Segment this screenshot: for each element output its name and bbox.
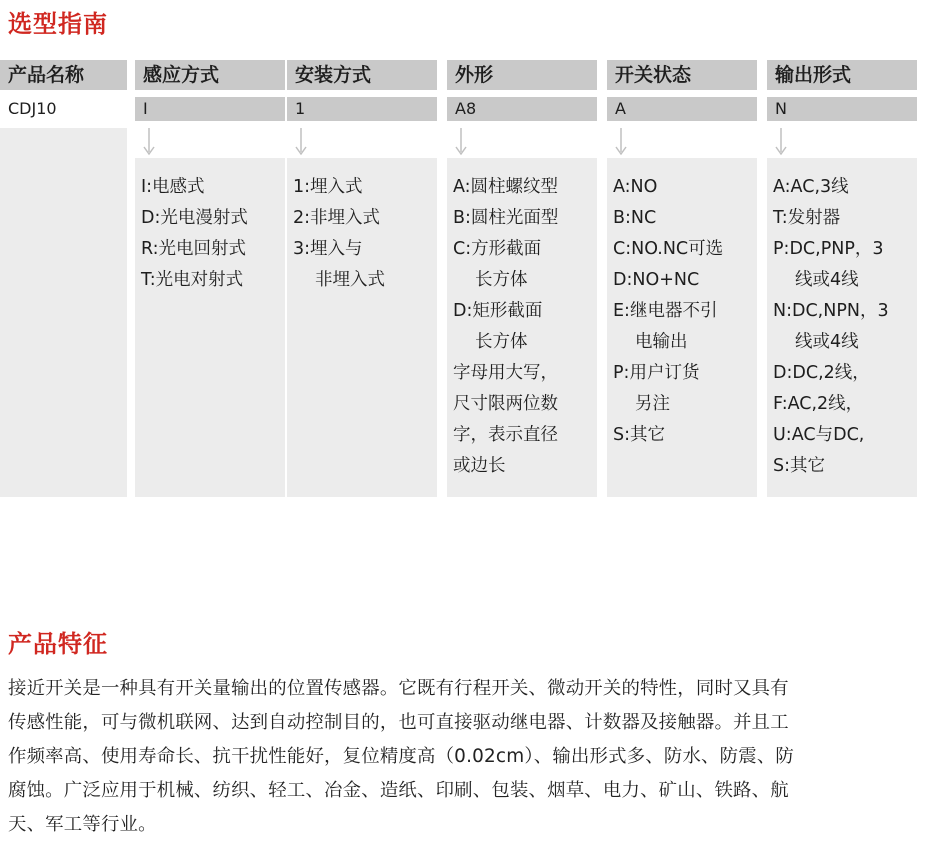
- features-paragraph: [8, 672, 920, 842]
- option-line: 或边长: [453, 456, 506, 476]
- option-line: 线或4线: [795, 270, 859, 290]
- column-body: [135, 158, 285, 497]
- option-line: A:圆柱螺纹型: [453, 177, 559, 197]
- option-line: D:矩形截面: [453, 301, 543, 321]
- option-line: A:NO: [613, 177, 658, 197]
- column-code: N: [767, 97, 917, 121]
- option-line: D:DC,2线，: [773, 363, 870, 383]
- column-header: 输出形式: [767, 60, 917, 90]
- column-code: 1: [287, 97, 437, 121]
- paragraph-line: 天、军工等行业。: [8, 814, 157, 835]
- column-body: [607, 158, 757, 497]
- option-line: 长方体: [475, 332, 528, 352]
- option-line: F:AC,2线，: [773, 394, 864, 414]
- option-line: 线或4线: [795, 332, 859, 352]
- option-line: B:NC: [613, 208, 657, 228]
- column-header: 外形: [447, 60, 597, 90]
- column-header: 安装方式: [287, 60, 437, 90]
- option-line: S:其它: [773, 456, 826, 476]
- option-line: D:NO+NC: [613, 270, 700, 290]
- column-header: 感应方式: [135, 60, 285, 90]
- column-code: CDJ10: [8, 99, 57, 118]
- paragraph-line: 接近开关是一种具有开关量输出的位置传感器。它既有行程开关、微动开关的特性，同时又具有: [8, 678, 789, 699]
- option-line: U:AC与DC,: [773, 425, 865, 445]
- column-header: 产品名称: [0, 60, 127, 90]
- option-line: T:发射器: [773, 208, 841, 228]
- column-code: I: [135, 97, 285, 121]
- option-line: A:AC,3线: [773, 177, 849, 197]
- product-features-title: 产品特征: [8, 630, 108, 658]
- option-line: C:方形截面: [453, 239, 542, 259]
- option-line: I:电感式: [141, 177, 205, 197]
- column-header: 开关状态: [607, 60, 757, 90]
- option-line: P:DC,PNP，3: [773, 239, 884, 259]
- down-arrow-icon: [775, 128, 787, 158]
- column-body: [0, 128, 127, 497]
- option-line: 电输出: [635, 332, 688, 352]
- down-arrow-icon: [615, 128, 627, 158]
- option-line: 长方体: [475, 270, 528, 290]
- option-line: 另注: [635, 394, 670, 414]
- option-line: 字，表示直径: [453, 425, 558, 445]
- option-line: D:光电漫射式: [141, 208, 248, 228]
- selection-guide-title: 选型指南: [8, 10, 108, 38]
- column-code: A8: [447, 97, 597, 121]
- option-line: P:用户订货: [613, 363, 700, 383]
- down-arrow-icon: [295, 128, 307, 158]
- option-line: B:圆柱光面型: [453, 208, 559, 228]
- option-line: E:继电器不引: [613, 301, 718, 321]
- option-line: S:其它: [613, 425, 666, 445]
- option-line: C:NO.NC可选: [613, 239, 724, 259]
- column-code: A: [607, 97, 757, 121]
- option-line: 2:非埋入式: [293, 208, 381, 228]
- paragraph-line: 腐蚀。广泛应用于机械、纺织、轻工、冶金、造纸、印刷、包装、烟草、电力、矿山、铁路、航: [8, 780, 789, 801]
- option-line: 尺寸限两位数: [453, 394, 558, 414]
- option-line: N:DC,NPN，3: [773, 301, 889, 321]
- column-body: [767, 158, 917, 497]
- down-arrow-icon: [143, 128, 155, 158]
- option-line: 3:埋入与: [293, 239, 363, 259]
- paragraph-line: 传感性能，可与微机联网、达到自动控制目的，也可直接驱动继电器、计数器及接触器。并且工: [8, 712, 789, 733]
- option-line: R:光电回射式: [141, 239, 247, 259]
- column-body: [447, 158, 597, 497]
- paragraph-line: 作频率高、使用寿命长、抗干扰性能好，复位精度高（0.02cm）、输出形式多、防水、防震、防: [8, 746, 795, 767]
- down-arrow-icon: [455, 128, 467, 158]
- option-line: 非埋入式: [315, 270, 385, 290]
- column-body: [287, 158, 437, 497]
- option-line: 字母用大写，: [453, 363, 558, 383]
- option-line: 1:埋入式: [293, 177, 363, 197]
- option-line: T:光电对射式: [141, 270, 244, 290]
